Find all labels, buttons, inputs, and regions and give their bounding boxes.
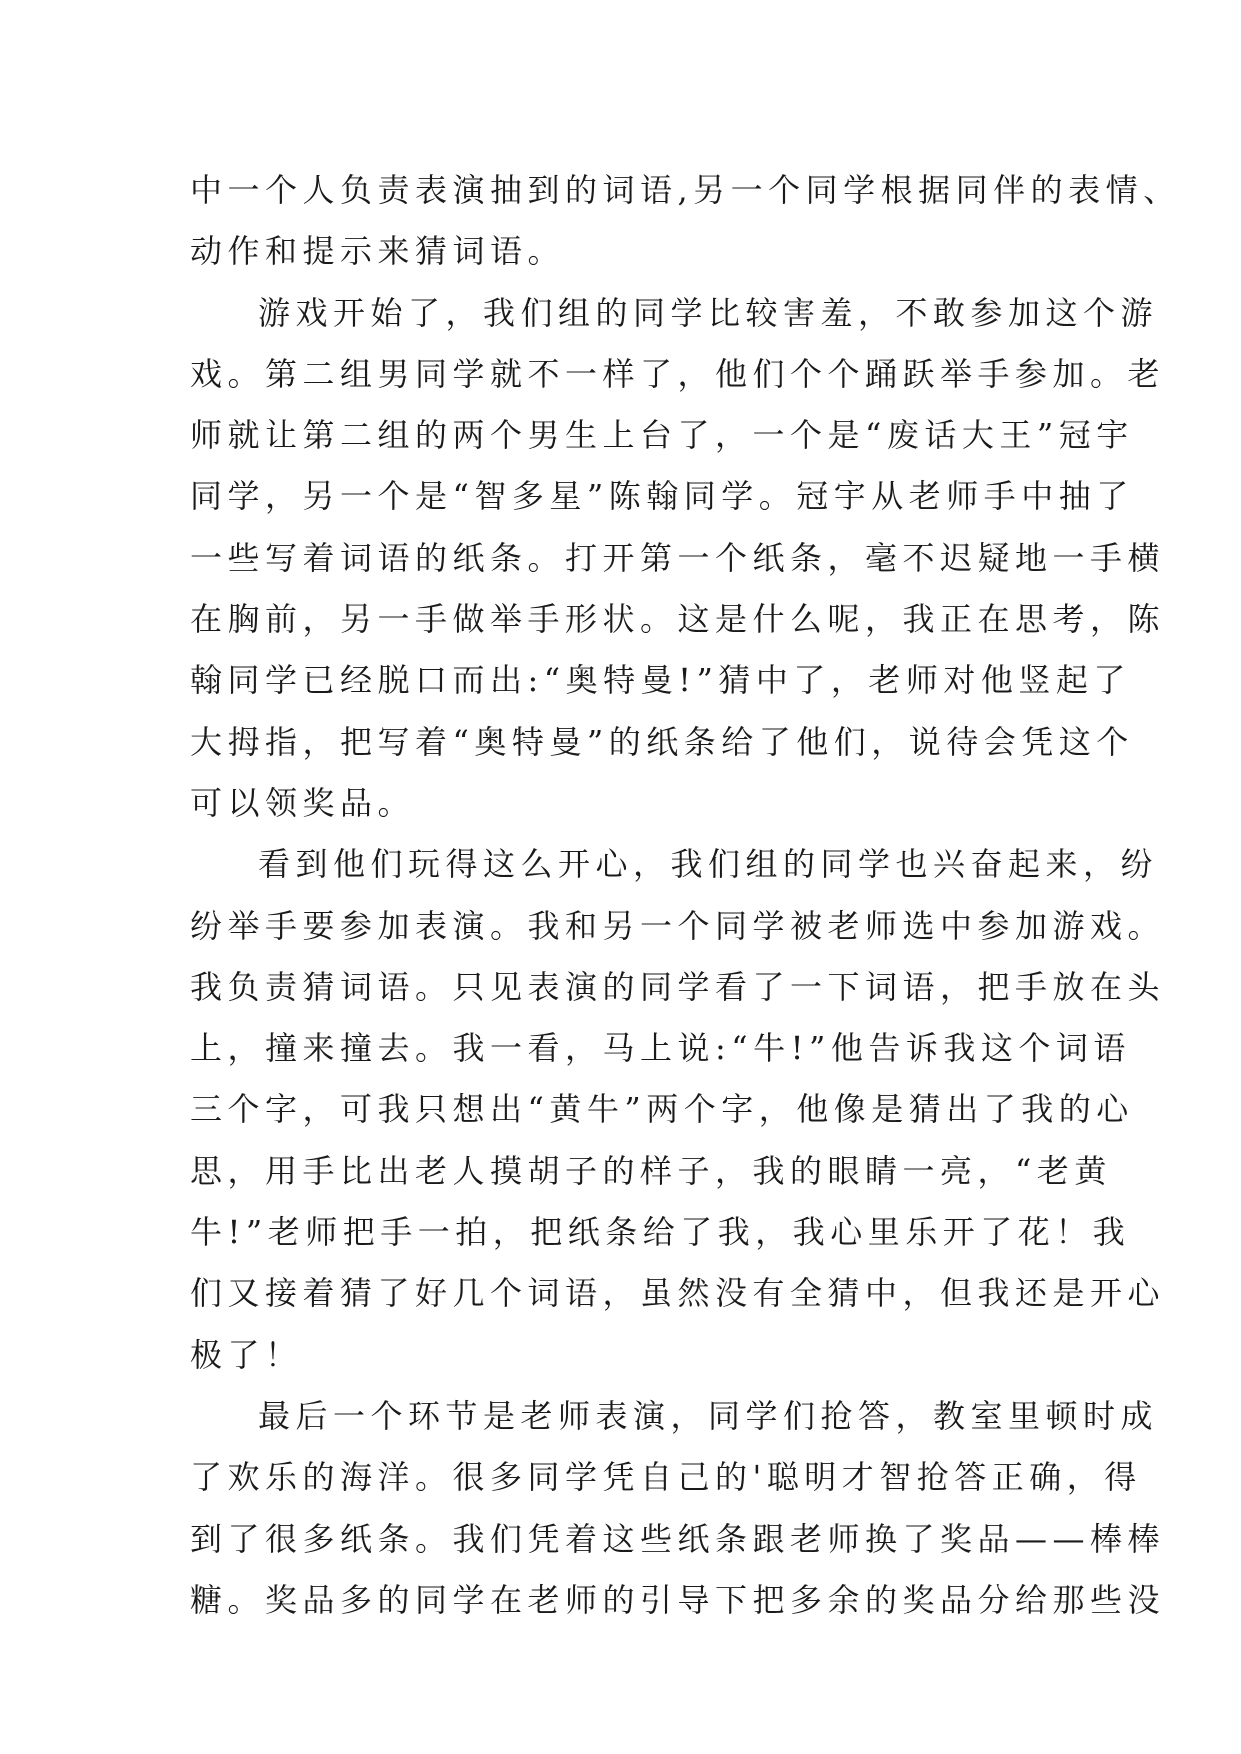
text-line: 中一个人负责表演抽到的词语,另一个同学根据同伴的表情、 — [190, 171, 1181, 209]
text-line: 戏。第二组男同学就不一样了，他们个个踊跃举手参加。老 — [190, 354, 1166, 393]
paragraph-start-line: 最后一个环节是老师表演，同学们抢答，教室里顿时成 — [258, 1396, 1159, 1435]
text-line: 动作和提示来猜词语。 — [190, 232, 566, 271]
text-line: 一些写着词语的纸条。打开第一个纸条，毫不迟疑地一手横 — [190, 538, 1166, 577]
text-line: 三个字，可我只想出“黄牛”两个字，他像是猜出了我的心 — [190, 1090, 1134, 1129]
text-line: 师就让第二组的两个男生上台了，一个是“废话大王”冠宇 — [190, 416, 1134, 455]
text-line: 极了！ — [190, 1335, 303, 1374]
paragraph-start-line: 游戏开始了，我们组的同学比较害羞，不敢参加这个游 — [258, 293, 1159, 332]
body-text — [190, 160, 1181, 1631]
text-line: 翰同学已经脱口而出:“奥特曼!”猜中了，老师对他竖起了 — [190, 661, 1131, 700]
text-line: 在胸前，另一手做举手形状。这是什么呢，我正在思考，陈 — [190, 600, 1166, 639]
text-line: 思，用手比出老人摸胡子的样子，我的眼睛一亮，“老黄 — [190, 1151, 1112, 1190]
text-line: 纷举手要参加表演。我和另一个同学被老师选中参加游戏。 — [190, 906, 1166, 945]
text-line: 了欢乐的海洋。很多同学凭自己的'聪明才智抢答正确，得 — [190, 1458, 1142, 1497]
text-line: 可以领奖品。 — [190, 783, 416, 822]
paragraph-start-line: 看到他们玩得这么开心，我们组的同学也兴奋起来，纷 — [258, 845, 1159, 884]
text-line: 到了很多纸条。我们凭着这些纸条跟老师换了奖品——棒棒 — [190, 1519, 1166, 1558]
text-line: 牛!”老师把手一拍，把纸条给了我，我心里乐开了花！我 — [190, 1213, 1131, 1252]
text-line: 们又接着猜了好几个词语，虽然没有全猜中，但我还是开心 — [190, 1274, 1166, 1313]
text-line: 上，撞来撞去。我一看，马上说:“牛!”他告诉我这个词语 — [190, 1029, 1131, 1068]
text-line: 同学，另一个是“智多星”陈翰同学。冠宇从老师手中抽了 — [190, 477, 1134, 516]
text-line: 大拇指，把写着“奥特曼”的纸条给了他们，说待会凭这个 — [190, 722, 1134, 761]
text-line: 我负责猜词语。只见表演的同学看了一下词语，把手放在头 — [190, 967, 1166, 1006]
text-line: 糖。奖品多的同学在老师的引导下把多余的奖品分给那些没 — [190, 1580, 1166, 1619]
